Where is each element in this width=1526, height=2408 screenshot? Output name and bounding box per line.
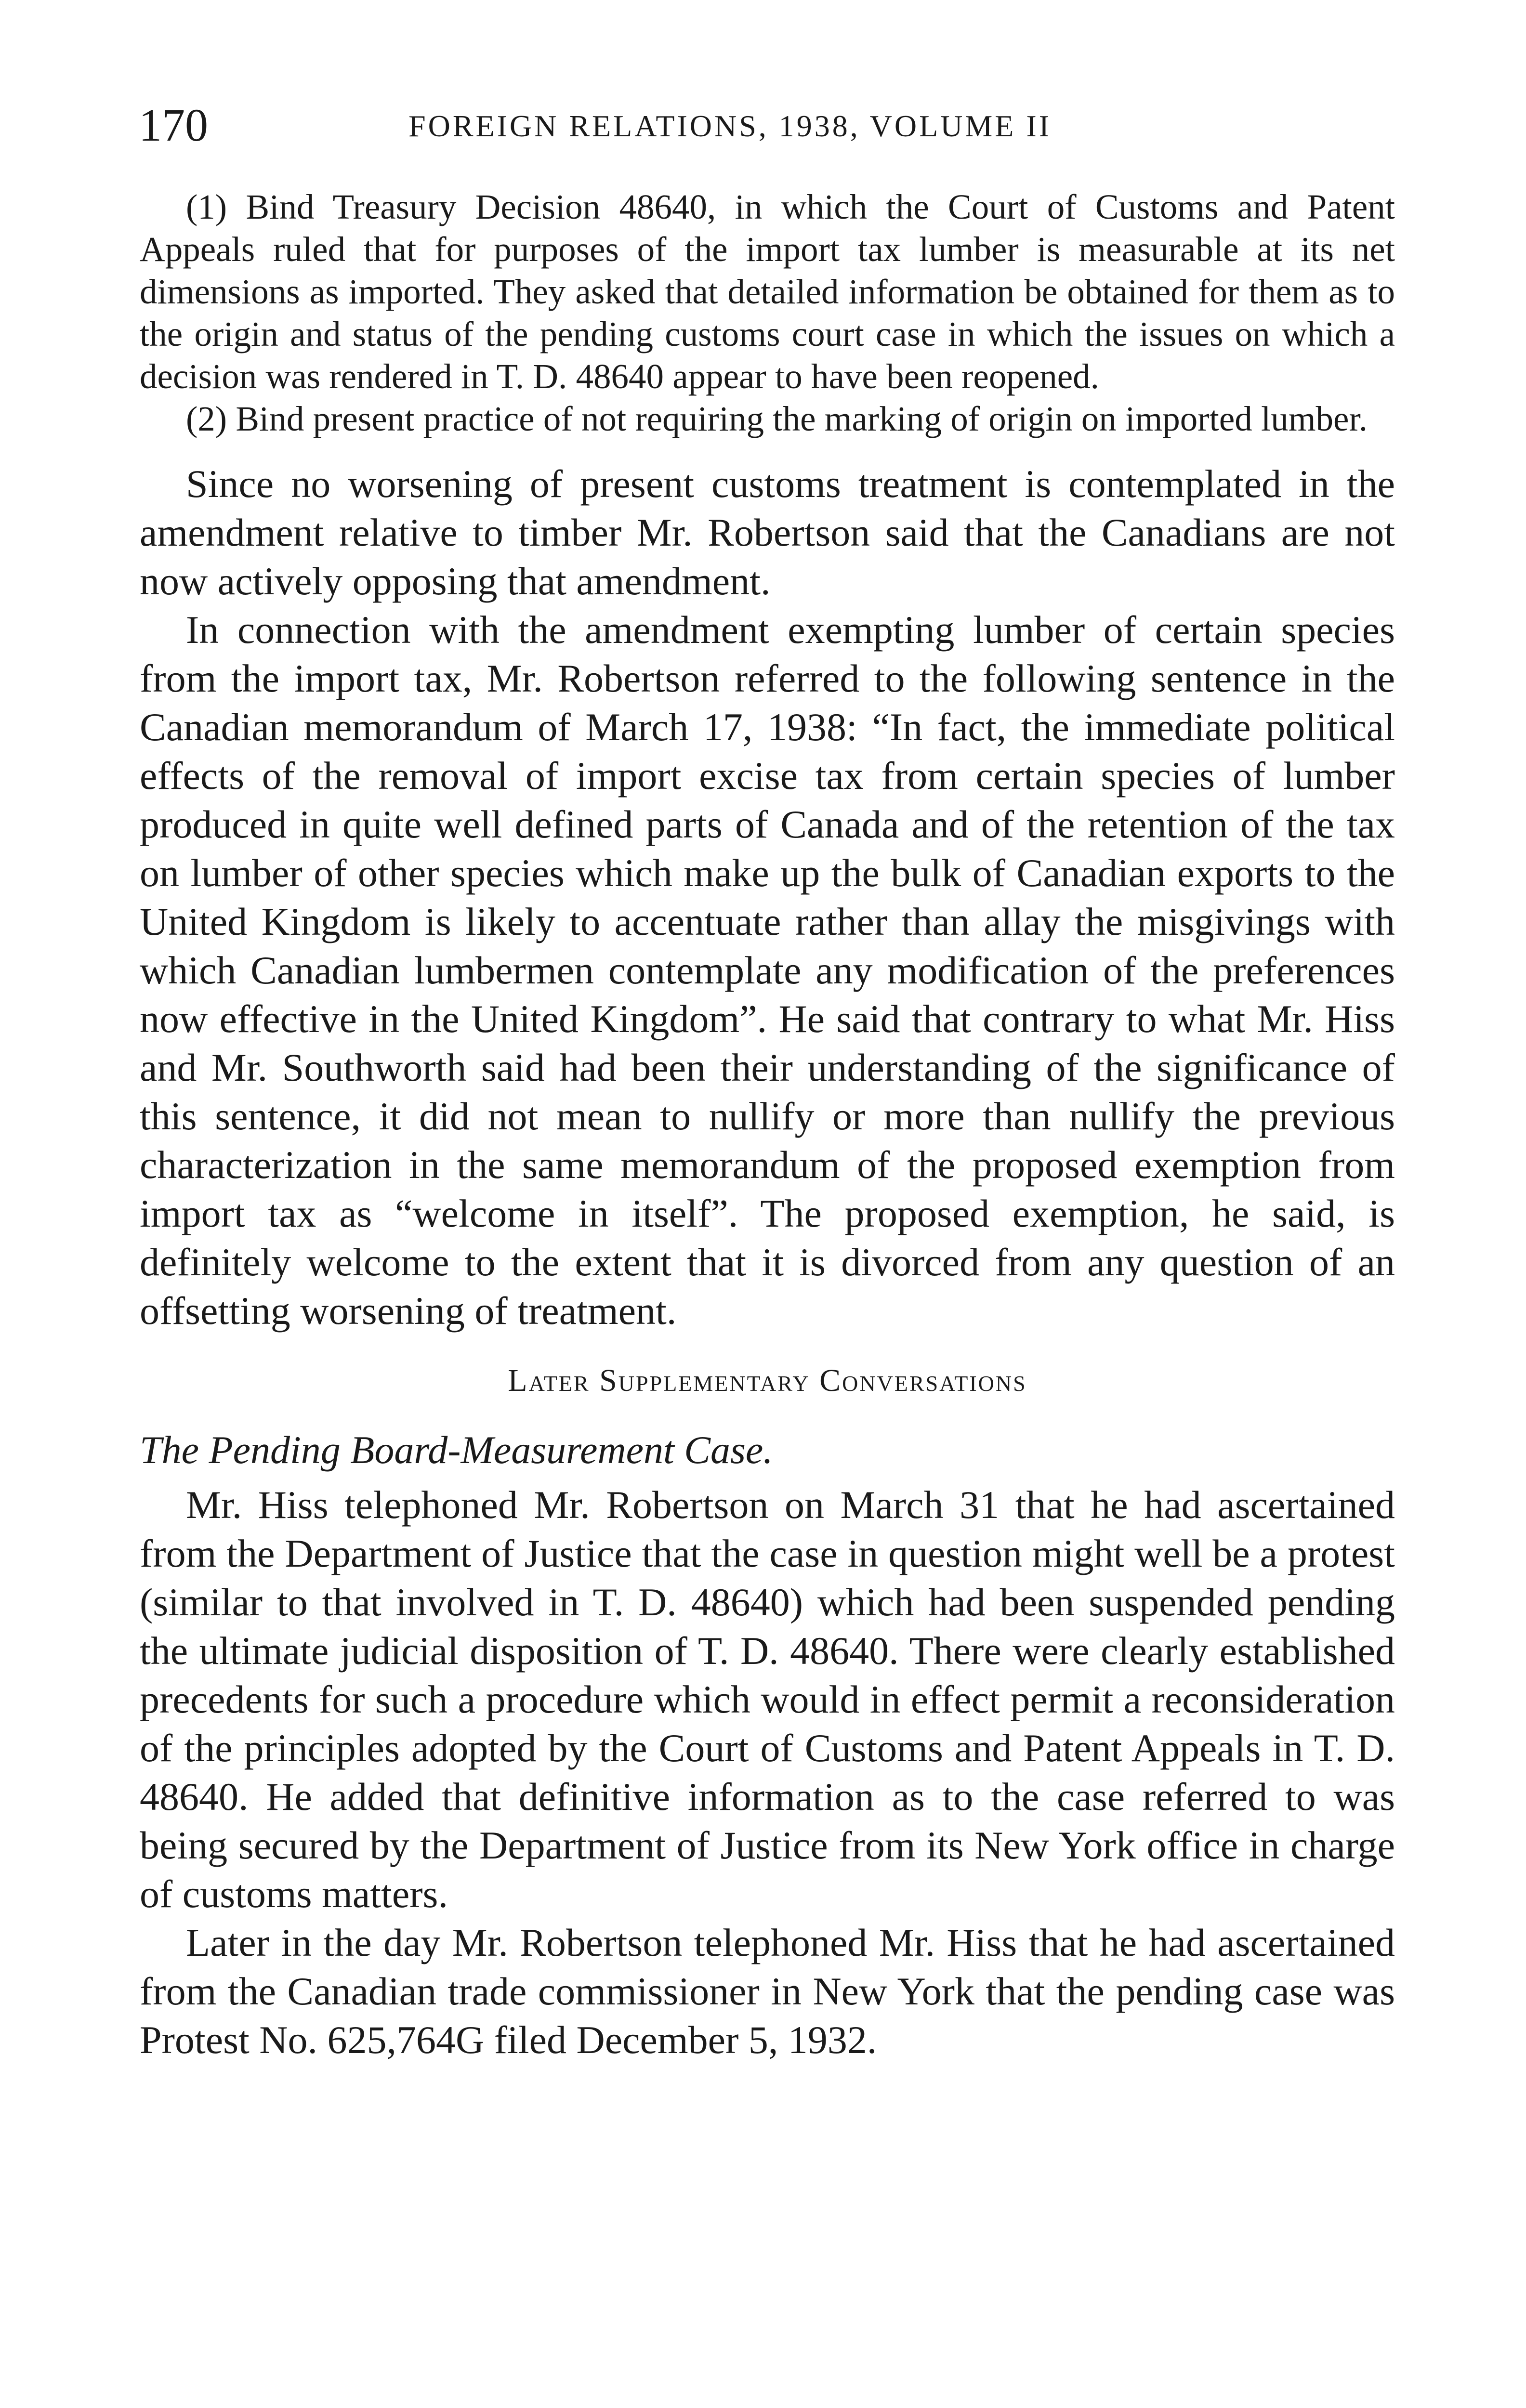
section-heading: Later Supplementary Conversations bbox=[508, 1363, 1027, 1398]
paragraph-lumber-exemption: In connection with the amendment exempting lumber of certain species from the import tax, Mr. Robertson referred to the following sentence in the Canadian memorandum of March 17, 1938: “In fact, the immediate political effects of the removal of import excise tax from certain species of lumber produced in quite well defined parts of Canada and of the retention of the tax on lumber of other species which make up the bulk of Canadian exports to the United Kingdom is likely to accentuate rather than allay the misgivings with which Canadian lumbermen contemplate any modification of the preferences now effective in the United Kingdom”. He said that contrary to what Mr. Hiss and Mr. Southworth said had been their understanding of the significance of this sentence, it did not mean to nullify or more than nullify the previous characterization in the same memorandum of the proposed exemption from import tax as “welcome in itself”. The proposed exemption, he said, is definitely welcome to the extent that it is divorced from any question of an offsetting worsening of treatment. bbox=[140, 608, 1395, 1333]
page-body bbox=[140, 186, 1395, 2064]
running-title: FOREIGN RELATIONS, 1938, VOLUME II bbox=[408, 109, 1052, 143]
subsection-title: The Pending Board-Measurement Case. bbox=[140, 1428, 773, 1472]
paragraph-timber-amendment: Since no worsening of present customs treatment is contemplated in the amendment relative to timber Mr. Robertson said that the Canadians are not now actively opposing that amendment. bbox=[140, 462, 1395, 603]
list-item-1: (1) Bind Treasury Decision 48640, in which the Court of Customs and Patent Appeals ruled that for purposes of the import tax lumber is measurable at its net dimensions as imported. They asked that detailed information be obtained for them as to the origin and status of the pending customs court case in which the issues on which a decision was rendered in T. D. 48640 appear to have been reopened. bbox=[140, 187, 1395, 396]
list-item-2: (2) Bind present practice of not requiring the marking of origin on imported lumber. bbox=[186, 399, 1368, 438]
paragraph-robertson-telephone: Later in the day Mr. Robertson telephoned Mr. Hiss that he had ascertained from the Canadian trade commissioner in New York that the pending case was Protest No. 625,764G filed December 5, 1932. bbox=[140, 1921, 1395, 2062]
running-head bbox=[139, 96, 1396, 154]
spacer bbox=[140, 440, 1395, 459]
paragraph-hiss-telephone: Mr. Hiss telephoned Mr. Robertson on March 31 that he had ascertained from the Department of Justice that the case in question might well be a protest (similar to that involved in T. D. 48640) which had been suspended pending the ultimate judicial disposition of T. D. 48640. There were clearly established precedents for such a procedure which would in effect permit a reconsideration of the principles adopted by the Court of Customs and Patent Appeals in T. D. 48640. He added that definitive information as to the case referred to was being secured by the Department of Justice from its New York office in charge of customs matters. bbox=[140, 1483, 1395, 1916]
page-number: 170 bbox=[139, 99, 208, 151]
